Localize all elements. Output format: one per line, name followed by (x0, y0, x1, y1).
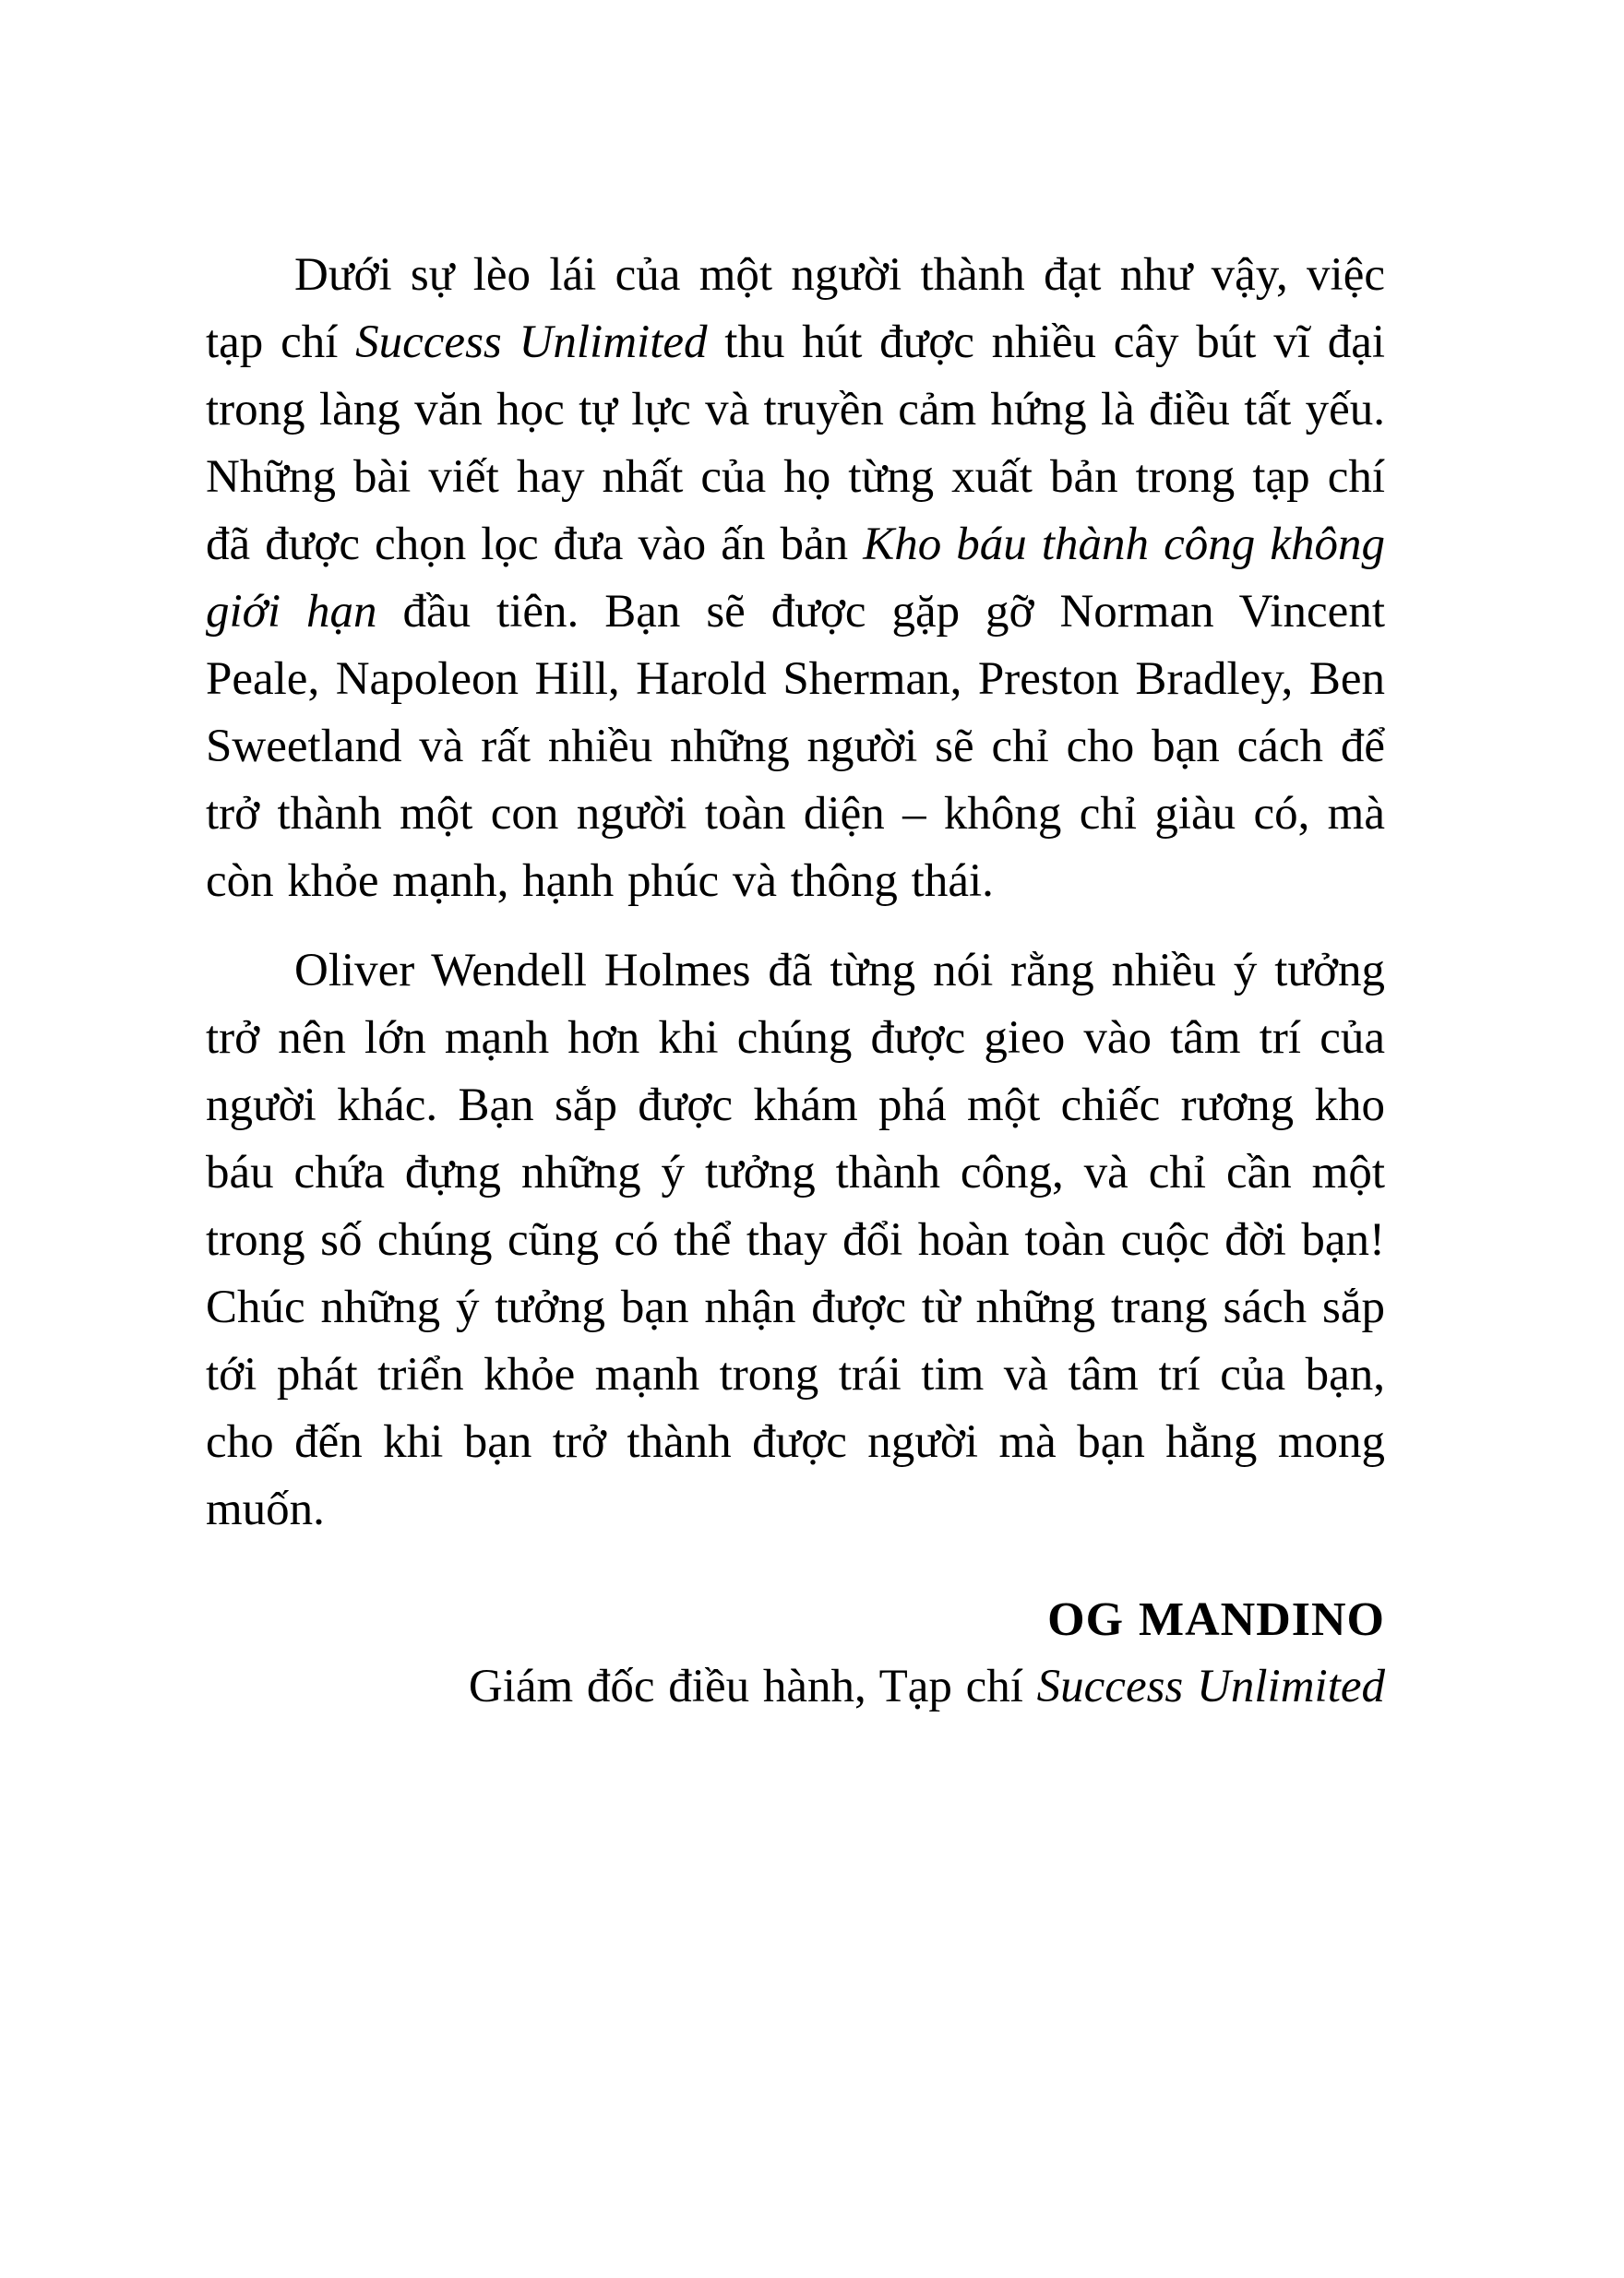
paragraph-1 (206, 242, 1385, 915)
text-block (206, 242, 1385, 1721)
paragraph-2-text: Oliver Wendell Holmes đã từng nói rằng nhiều ý tưởng trở nên lớn mạnh hơn khi chúng được gieo vào tâm trí của người khác. Bạn sắp được khám phá một chiếc rương kho báu chứa đựng những ý tưởng thành công, và chỉ cần một trong số chúng cũng có thể thay đổi hoàn toàn cuộc đời bạn! Chúc những ý tưởng bạn nhận được từ những trang sách sắp tới phát triển khỏe mạnh trong trái tim và tâm trí của bạn, cho đến khi bạn trở thành được người mà bạn hằng mong muốn. (206, 945, 1385, 1535)
paragraph-1-text: thu hút được nhiều cây bút vĩ đại trong làng văn học tự lực và truyền cảm hứng là điều tất yếu. Những bài viết hay nhất của họ từng xuất bản trong tạp chí đã được chọn lọc đưa vào ấn bản (206, 316, 1385, 570)
signature-magazine-italic: Success Unlimited (1036, 1661, 1385, 1712)
paragraph-1-text: Dưới sự lèo lái của một người thành đạt như vậy, việc tạp chí (206, 249, 1385, 368)
signature-role (206, 1653, 1385, 1721)
signature-name: OG MANDINO (1047, 1593, 1385, 1646)
paragraph-2 (206, 937, 1385, 1544)
book-title-italic: Kho báu thành công không giới hạn (206, 519, 1386, 638)
signature-block (206, 1586, 1385, 1721)
magazine-title-italic: Success Unlimited (355, 316, 708, 368)
signature-role-text: Giám đốc điều hành, Tạp chí (468, 1661, 1037, 1712)
paragraph-1-text: đầu tiên. Bạn sẽ được gặp gỡ Norman Vincent Peale, Napoleon Hill, Harold Sherman, Preston Bradley, Ben Sweetland và rất nhiều những người sẽ chỉ cho bạn cách để trở thành một con người toàn diện – không chỉ giàu có, mà còn khỏe mạnh, hạnh phúc và thông thái. (206, 586, 1385, 907)
